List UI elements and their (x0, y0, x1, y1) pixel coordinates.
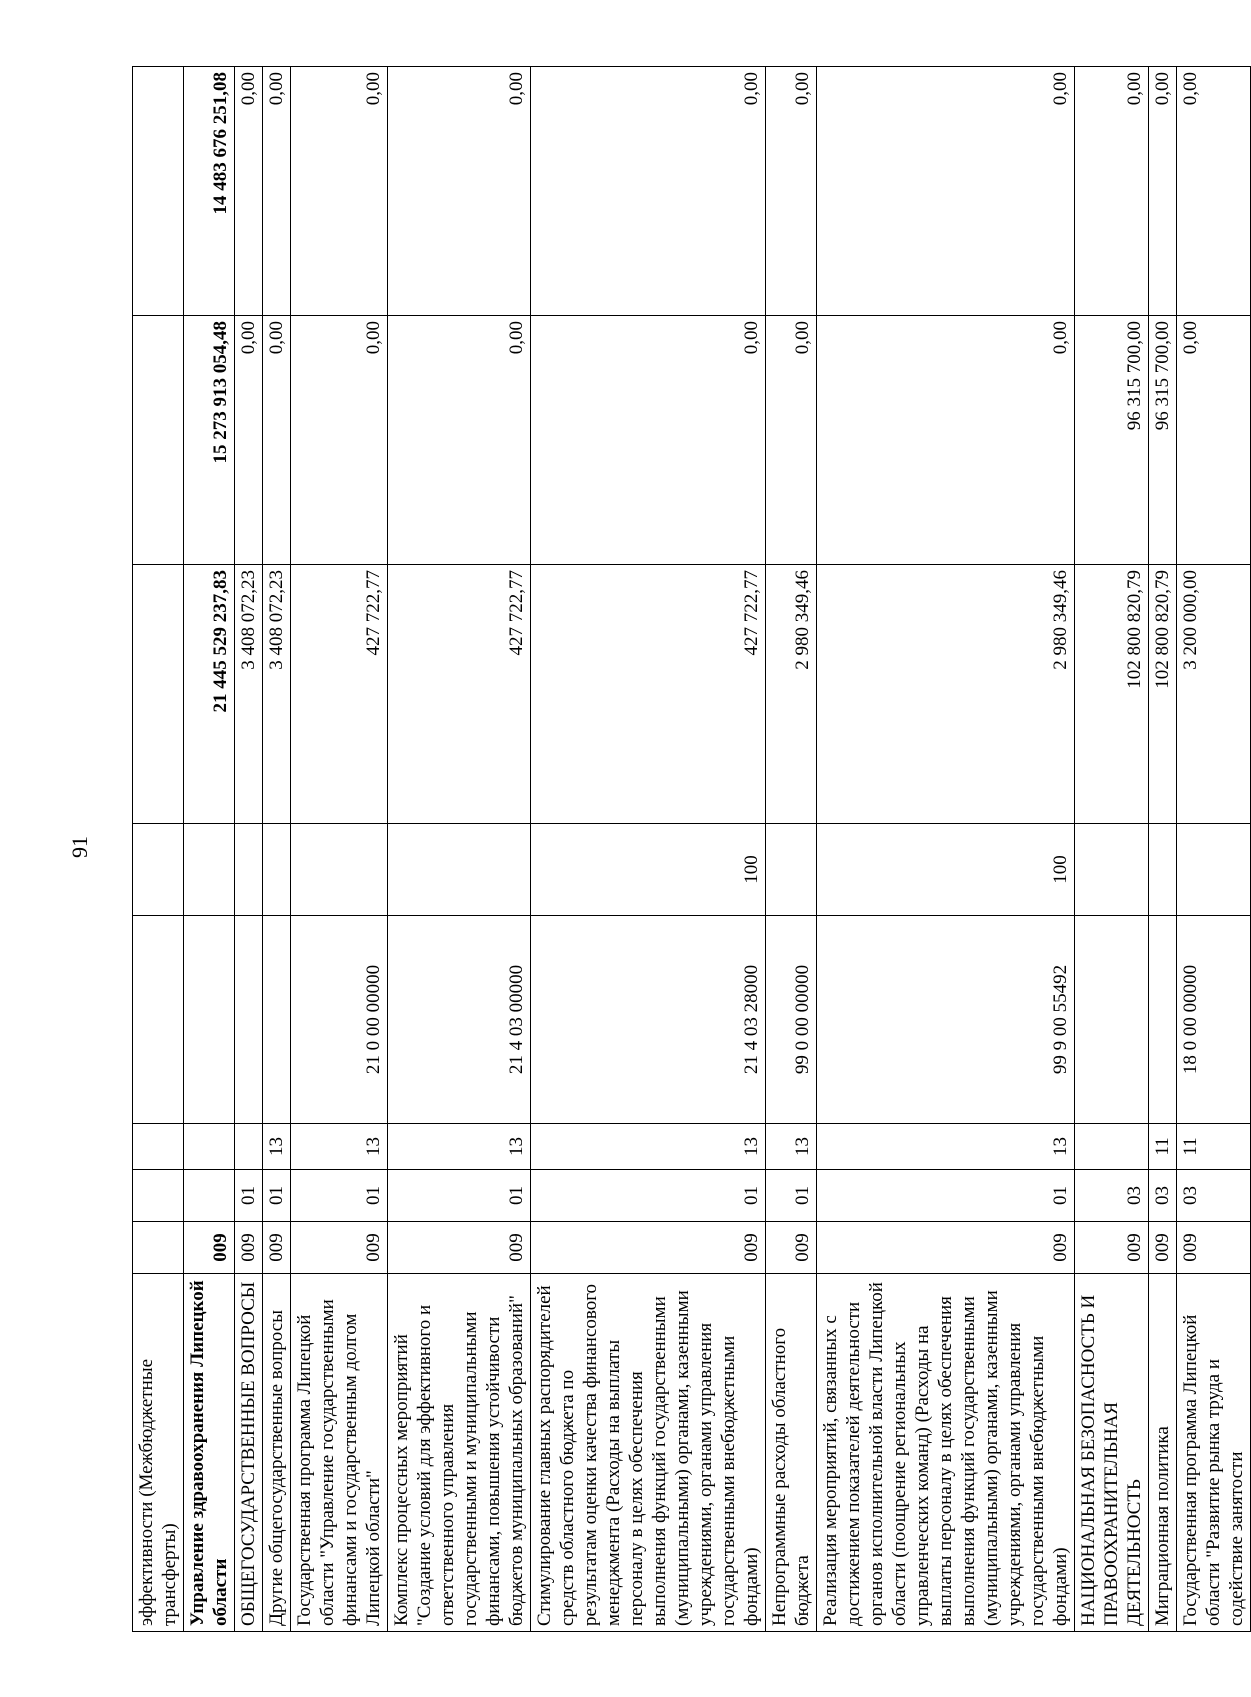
row-code: 009 (817, 1222, 1075, 1274)
row-sum-2024: 0,00 (817, 316, 1075, 565)
row-sum-2023: 2 980 349,46 (817, 565, 1075, 824)
row-section: 03 (1177, 1170, 1251, 1222)
row-sum-2025: 0,00 (766, 67, 817, 316)
row-target: 99 0 00 00000 (766, 916, 817, 1124)
row-subsection: 13 (766, 1124, 817, 1170)
row-section: 01 (388, 1170, 531, 1222)
row-vr (1149, 824, 1177, 916)
row-sum-2024: 0,00 (291, 316, 388, 565)
row-subsection: 11 (1149, 1124, 1177, 1170)
row-target: 18 0 00 00000 (1177, 916, 1251, 1124)
row-sum-2025: 0,00 (388, 67, 531, 316)
row-subsection: 13 (263, 1124, 291, 1170)
row-code: 009 (766, 1222, 817, 1274)
row-subsection: 13 (817, 1124, 1075, 1170)
row-vr (133, 824, 184, 916)
row-sum-2024: 0,00 (1177, 316, 1251, 565)
table-row (766, 67, 817, 1632)
table-row (531, 67, 766, 1632)
table-row (235, 67, 263, 1632)
row-code: 009 (184, 1222, 235, 1274)
row-target (235, 916, 263, 1124)
row-subsection: 13 (531, 1124, 766, 1170)
table-row (388, 67, 531, 1632)
row-section: 01 (291, 1170, 388, 1222)
row-name: НАЦИОНАЛЬНАЯ БЕЗОПАСНОСТЬ И ПРАВООХРАНИТЕЛЬНАЯ ДЕЯТЕЛЬНОСТЬ (1075, 1274, 1149, 1632)
row-code: 009 (388, 1222, 531, 1274)
row-code (133, 1222, 184, 1274)
row-sum-2023: 21 445 529 237,83 (184, 565, 235, 824)
table-row (133, 67, 184, 1632)
row-sum-2024 (133, 316, 184, 565)
row-sum-2025: 0,00 (235, 67, 263, 316)
row-target: 21 0 00 00000 (291, 916, 388, 1124)
row-subsection (133, 1124, 184, 1170)
row-sum-2023: 427 722,77 (388, 565, 531, 824)
row-section: 01 (766, 1170, 817, 1222)
row-target (263, 916, 291, 1124)
table-row (1149, 67, 1177, 1632)
row-sum-2024: 96 315 700,00 (1149, 316, 1177, 565)
row-sum-2023: 3 408 072,23 (263, 565, 291, 824)
row-section: 01 (817, 1170, 1075, 1222)
row-vr (1075, 824, 1149, 916)
row-name: эффективности (Межбюджетные трансферты) (133, 1274, 184, 1632)
row-target (1149, 916, 1177, 1124)
row-sum-2025 (133, 67, 184, 316)
page-number: 91 (67, 836, 92, 858)
row-sum-2023: 102 800 820,79 (1149, 565, 1177, 824)
row-sum-2023: 3 408 072,23 (235, 565, 263, 824)
row-name: Управление здравоохранения Липецкой области (184, 1274, 235, 1632)
row-sum-2024: 0,00 (766, 316, 817, 565)
row-vr: 100 (531, 824, 766, 916)
row-sum-2025: 0,00 (817, 67, 1075, 316)
row-code: 009 (263, 1222, 291, 1274)
row-vr: 100 (817, 824, 1075, 916)
row-subsection (184, 1124, 235, 1170)
row-sum-2025: 0,00 (263, 67, 291, 316)
budget-table (132, 66, 1251, 1632)
row-sum-2023: 3 200 000,00 (1177, 565, 1251, 824)
row-subsection: 13 (291, 1124, 388, 1170)
row-section (133, 1170, 184, 1222)
row-sum-2023: 427 722,77 (291, 565, 388, 824)
row-sum-2024: 96 315 700,00 (1075, 316, 1149, 565)
row-vr (1177, 824, 1251, 916)
row-name: Реализация мероприятий, связанных с достижением показателей деятельности органов исполнительной власти Липецкой области (поощрение региональных управленческих команд) (Расходы на выплаты персоналу в целях обеспечения выполнения функций государственными (муниципальными) органами, казенными учреждениями, органами управления государственными внебюджетными фондами) (817, 1274, 1075, 1632)
row-sum-2023 (133, 565, 184, 824)
row-vr (184, 824, 235, 916)
row-code: 009 (531, 1222, 766, 1274)
row-sum-2023: 427 722,77 (531, 565, 766, 824)
row-sum-2025: 0,00 (531, 67, 766, 316)
table-row (263, 67, 291, 1632)
row-vr (263, 824, 291, 916)
row-name: Комплекс процессных мероприятий "Создание условий для эффективного и ответственного управления государственными и муниципальными финансами, повышения устойчивости бюджетов муниципальных образований" (388, 1274, 531, 1632)
row-code: 009 (1177, 1222, 1251, 1274)
row-vr (766, 824, 817, 916)
row-sum-2025: 0,00 (291, 67, 388, 316)
row-name: Миграционная политика (1149, 1274, 1177, 1632)
row-sum-2025: 0,00 (1149, 67, 1177, 316)
row-target: 99 9 00 55492 (817, 916, 1075, 1124)
table-row (1075, 67, 1149, 1632)
row-sum-2024: 0,00 (388, 316, 531, 565)
row-subsection: 11 (1177, 1124, 1251, 1170)
row-code: 009 (1149, 1222, 1177, 1274)
row-sum-2023: 2 980 349,46 (766, 565, 817, 824)
table-row (291, 67, 388, 1632)
row-name: Государственная программа Липецкой области "Развитие рынка труда и содействие занятости (1177, 1274, 1251, 1632)
row-sum-2025: 0,00 (1075, 67, 1149, 316)
row-code: 009 (1075, 1222, 1149, 1274)
row-name: Стимулирование главных распорядителей средств областного бюджета по результатам оценки качества финансового менеджмента (Расходы на выплаты персоналу в целях обеспечения выполнения функций государственными (муниципальными) органами, казенными учреждениями, органами управления государственными внебюджетными фондами) (531, 1274, 766, 1632)
rotated-table-container (132, 67, 1247, 1632)
row-name: Государственная программа Липецкой области "Управление государственными финансами и государственным долгом Липецкой области" (291, 1274, 388, 1632)
row-sum-2024: 0,00 (235, 316, 263, 565)
row-name: Непрограммные расходы областного бюджета (766, 1274, 817, 1632)
row-section: 01 (263, 1170, 291, 1222)
row-target: 21 4 03 28000 (531, 916, 766, 1124)
row-vr (291, 824, 388, 916)
row-section: 03 (1149, 1170, 1177, 1222)
row-target (184, 916, 235, 1124)
table-row (817, 67, 1075, 1632)
row-section (184, 1170, 235, 1222)
row-code: 009 (291, 1222, 388, 1274)
row-code: 009 (235, 1222, 263, 1274)
row-subsection: 13 (388, 1124, 531, 1170)
row-sum-2025: 0,00 (1177, 67, 1251, 316)
row-subsection (235, 1124, 263, 1170)
row-target: 21 4 03 00000 (388, 916, 531, 1124)
row-sum-2023: 102 800 820,79 (1075, 565, 1149, 824)
row-vr (388, 824, 531, 916)
table-row (184, 67, 235, 1632)
row-subsection (1075, 1124, 1149, 1170)
row-target (1075, 916, 1149, 1124)
row-vr (235, 824, 263, 916)
row-target (133, 916, 184, 1124)
row-section: 01 (531, 1170, 766, 1222)
row-section: 03 (1075, 1170, 1149, 1222)
row-sum-2024: 0,00 (531, 316, 766, 565)
row-sum-2024: 15 273 913 054,48 (184, 316, 235, 565)
row-sum-2024: 0,00 (263, 316, 291, 565)
row-name: Другие общегосударственные вопросы (263, 1274, 291, 1632)
row-sum-2025: 14 483 676 251,08 (184, 67, 235, 316)
table-row (1177, 67, 1251, 1632)
row-name: ОБЩЕГОСУДАРСТВЕННЫЕ ВОПРОСЫ (235, 1274, 263, 1632)
row-section: 01 (235, 1170, 263, 1222)
